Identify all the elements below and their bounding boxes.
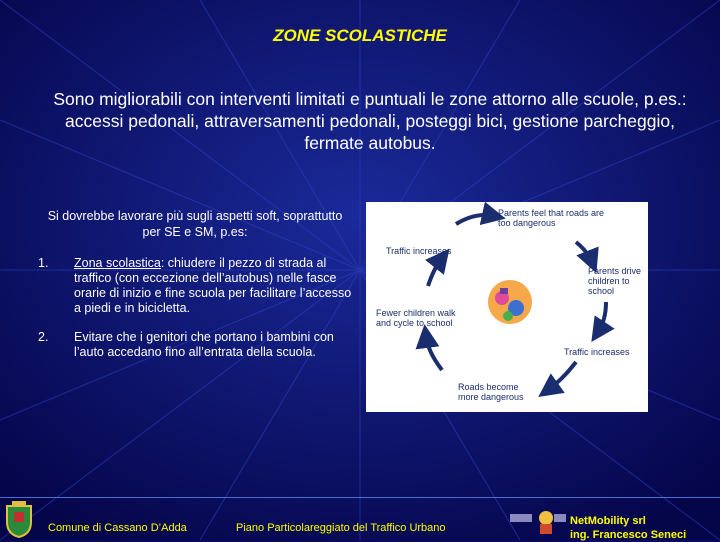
arrow-top	[456, 215, 494, 224]
footer-plan: Piano Particolareggiato del Traffico Urbano	[236, 522, 446, 534]
label-parents-drive: Parents drive children to school	[588, 266, 642, 296]
footer-company: NetMobility srl	[570, 515, 646, 527]
item-number: 2.	[38, 330, 49, 344]
cycle-arrows	[366, 202, 648, 412]
arrow-right	[598, 302, 606, 332]
municipal-crest-icon	[4, 500, 34, 538]
arrow-left	[428, 258, 442, 286]
partner-logo-icon	[510, 508, 566, 536]
item-number: 1.	[38, 256, 49, 270]
footer-company-block	[570, 514, 686, 542]
arrow-right-top	[576, 242, 592, 262]
footer-engineer: ing. Francesco Seneci	[570, 529, 687, 541]
intro-text: Sono migliorabili con interventi limitati e puntuali le zone attorno alle scuole, p.es.: accessi pedonali, attraversamenti pedonali, posteggi bici, gestione parcheggio, fermate autobus.	[53, 89, 687, 153]
item-text: Evitare che i genitori che portano i bambini con l’auto accedano fino all’entrata della scuola.	[74, 330, 334, 359]
footer-divider	[0, 497, 720, 498]
label-roads-become: Roads become more dangerous	[458, 382, 524, 402]
item-lead: Zona scolastica	[74, 256, 161, 270]
item-text	[74, 256, 354, 316]
item-rest: : chiudere il pezzo di strada al traffico (con eccezione dell’autobus) nelle fasce orarie di inizio e fine scuola per facilitare l’accesso a piedi e in bicicletta.	[74, 256, 352, 315]
soft-aspects-note: Si dovrebbe lavorare più sugli aspetti soft, soprattutto per SE e SM, p.es:	[47, 209, 343, 239]
child-with-bicycle-icon	[488, 280, 532, 324]
page-title: ZONE SCOLASTICHE	[273, 26, 447, 45]
arrow-left-bottom	[426, 336, 442, 370]
label-traffic-top: Traffic increases	[386, 246, 452, 256]
label-parents-feel: Parents feel that roads are too dangerous	[498, 208, 605, 228]
arrow-bottom-right	[548, 362, 576, 390]
vicious-circle-diagram	[366, 202, 648, 412]
label-fewer-children: Fewer children walk and cycle to school	[376, 308, 456, 328]
label-traffic-right: Traffic increases	[564, 347, 630, 357]
footer-municipality: Comune di Cassano D’Adda	[48, 522, 187, 534]
